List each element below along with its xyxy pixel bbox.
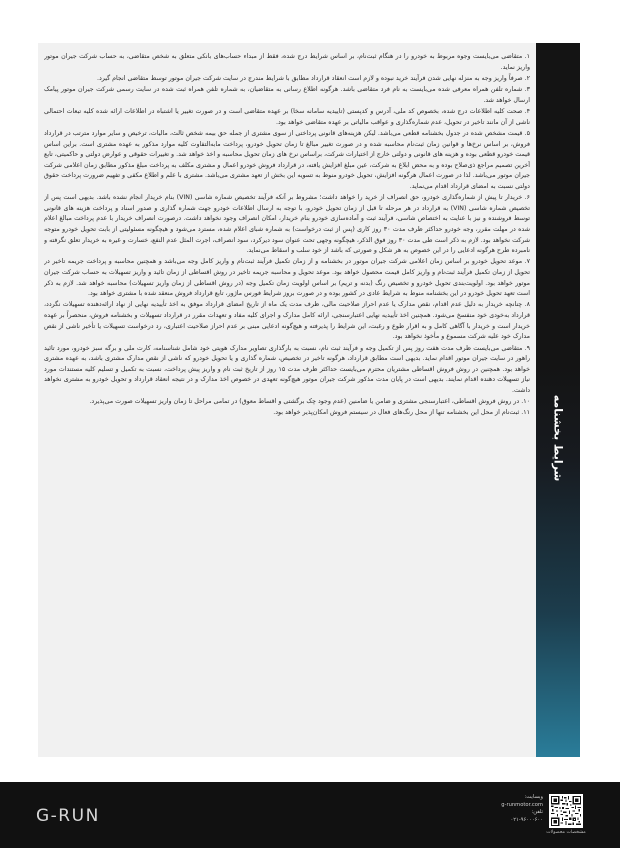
terms-paragraph: ۶. خریدار تا پیش از شماره‌گذاری خودرو، حق انصراف از خرید را خواهد داشت؛ مشروط بر آنکه فرآیند تخصیص شماره شاسی (VIN) بنام خریدار انجام نشده باشد. بدیهی است پس از تخصیص شماره شاسی (VIN) به قرارداد در هر مرحله تا قبل از زمان تحویل خودرو، با توجه به ارسال اطلاعات خودرو جهت شماره گذاری و صدور اسناد و پرداخت هزینه های قانونی توسط فروشنده و نیز با عنایت به اختصاص شاسی، فرآیند ثبت و آماده‌سازی خودرو بنام خریدار، امکان انصراف وجود نخواهد داشت. درصورت انصراف خریدار با عدم پرداخت مبالغ اعلام شده در مهلت مقرر، وجه خودرو حداکثر ظرف مدت ۳۰ روز کاری (پس از ثبت درخواست) به شماره شبای اعلام شده، مسترد می‌شود و هیچگونه مسئولیتی از بابت تحویل خودرو متوجه شرکت نخواهد بود. لازم به ذکر است طی مدت ۳۰ روز فوق الذکر، هیچگونه وجهی تحت عنوان سود دیرکرد، سود انصراف، اجرت المثل عدم النفع، خسارت و غیره به خریدار تعلق نگرفته و نامبرده طرح هرگونه ادعایی را در این خصوص به هر شکل و صورتی که باشد از خود سلب و اسقاط می‌نماید. — [44, 194, 530, 255]
qr-caption: مشخصات محصولات — [546, 830, 586, 835]
phone-number: ۰۲۱-۹۶۰۰۰۶۰۰ — [510, 816, 543, 823]
section-title: شرایط بخشنامه — [551, 394, 565, 482]
website-label: وبسایت: — [524, 794, 543, 800]
phone-label: تلفن: — [531, 809, 543, 816]
terms-paragraph: ۹. متقاضی می‌بایست ظرف مدت هفت روز پس از تکمیل وجه و فرآیند ثبت نام، نسبت به بارگذاری تصاویر مدارک هویتی خود شامل شناسنامه، کارت ملی و برگه سبز خودرو، مورد تائید راهور در سایت جیران موتور اقدام نماید. بدیهی است مطابق قرارداد، هرگونه تاخیر در تخصیص، شماره گذاری و یا تحویل خودرو که ناشی از نقص مدارک مشتری باشد، به عهده مشتری خواهد بود. همچنین در روش فروش اقساطی مشتریان محترم می‌بایست حداکثر ظرف مدت ۱۵ روز از تاریخ ثبت نام و واریز پیش پرداخت، نسبت به تکمیل و تسلیم کلیه مستندات مورد نیاز تسهیلات دهنده اقدام نمایند. بدیهی است در پایان مدت مذکور شرکت جیران موتور هیچ‌گونه تعهدی در خصوص اخذ مدارک و در نتیجه انعقاد قرارداد و تحویل خودرو به مشتری نخواهد داشت. — [44, 344, 530, 394]
terms-paragraph: ۸. چنانچه خریدار به دلیل عدم اقدام، نقص مدارک یا عدم احراز صلاحیت مالی، ظرف مدت یک ماه از تاریخ امضای قرارداد موفق به اخذ تأییدیه نهایی از نهاد ارائه‌دهنده تسهیلات نگردد، قرارداد به‌خودی خود منفسخ می‌شود. همچنین اخذ تأییدیه نهایی اعتبارسنجی، ارائه کامل مدارک و اجرای کلیه مفاد و تعهدات مقرر در قرارداد تسهیلات و بخشنامه فروش، منحصراً بر عهده خریدار است و خریدار با آگاهی کامل و به اقرار طوع و رغبت، این شرایط را پذیرفته و هیچ‌گونه ادعایی مبنی بر عدم احراز صلاحیت اعتباری، رد درخواست تسهیلات یا تأخیر ناشی از نقص مدارک خود علیه شرکت مسموع و مأخوذ نخواهد بود. — [44, 301, 530, 341]
qr-code[interactable] — [549, 794, 583, 828]
brand-logo: G-RUN — [36, 806, 100, 826]
terms-paragraph: ۵. قیمت مشخص شده در جدول بخشنامه قطعی می‌باشد. لیکن هزینه‌های قانونی پرداختی از سوی مشتری از جمله حق بیمه شخص ثالث، مالیات، ترخیص و سایر موارد مترتب در قرارداد فروش، بر اساس نرخ‌ها و قوانین زمان ثبت‌نام محاسبه شده و در صورت تغییر مبالغ تا زمان تحویل خودرو، پرداخت مابه‌التفاوت کلیه موارد مذکور به عهده مشتری است. براین اساس قیمت خودرو قطعی بوده و هزینه های قانونی و دولتی خارج از اختیارات شرکت، براساس نرخ های زمان تحویل محاسبه و اخذ خواهد شد. و تغییرات حقوقی و عوارض دولتی و حاکمیتی، تابع آخرین تصمیم مراجع ذی‌صلاح بوده و به محض ابلاغ به شرکت، عین مبلغ افزایش یافته، در قرارداد فروش خودرو اعمال و مشتری مکلف به پرداخت مبلغ مذکور مطابق زمان اعلامی شرکت جیران موتور می‌باشد. لذا در صورت اعمال هرگونه افزایش، تحویل خودرو منوط به تسویه این بخش از تعهد مشتری می‌باشد. مشتری با علم و اطلاع مکفی و تفهیم ضرورت پرداخت حقوق دولتی نسبت به امضای قرارداد اقدام می‌نماید. — [44, 129, 530, 190]
terms-paragraph: ۴. صحت کلیه اطلاعات درج شده، بخصوص کد ملی، آدرس و کدپستی (تاییدیه سامانه سخا) بر عهده متقاضی است و در صورت تغییر یا اشتباه در اطلاعات ارائه شده کلیه تبعات احتمالی ناشی از آن مانند تاخیر در تحویل، عدم شماره‌گذاری و عواقب مالیاتی بر عهده متقاضی خواهد بود. — [44, 108, 530, 126]
terms-content — [44, 52, 530, 752]
website-link[interactable]: g-runmotor.com — [501, 801, 543, 808]
terms-paragraph: ۳. شماره تلفن همراه معرفی شده می‌بایست به نام فرد متقاضی باشد. هرگونه اطلاع رسانی به متقاضیان، به شماره تلفن همراه ثبت شده در سایت رسمی شرکت جیران موتور پیامک ارسال خواهد شد. — [44, 86, 530, 104]
terms-paragraph: ۱. متقاضی می‌بایست وجوه مربوط به خودرو را در هنگام ثبت‌نام، بر اساس شرایط درج شده، فقط از مبداء حساب‌های بانکی متعلق به شخص متقاضی، به حساب شرکت جیران موتور واریز نماید. — [44, 53, 530, 71]
terms-paragraph: ۱۰. در روش فروش اقساطی، اعتبارسنجی مشتری و ضامن یا ضامنین (عدم وجود چک برگشتی و اقساط معوق) در تمامی مراحل تا زمان واریز تسهیلات صورت می‌پذیرد. — [89, 398, 530, 406]
terms-paragraph: ۱۱. ثبت‌نام از محل این بخشنامه تنها از محل رنگ‌های فعال در سیستم فروش امکان‌پذیر خواهد بود. — [273, 409, 530, 417]
terms-paragraph: ۲. صرفاً واریز وجه به منزله نهایی شدن فرآیند خرید نبوده و لازم است انعقاد قرارداد مطابق با شرایط مندرج در سایت شرکت جیران موتور توسط متقاضی انجام گیرد. — [96, 74, 530, 82]
section-side-bar — [536, 43, 580, 757]
terms-paragraph: ۷. موعد تحویل خودرو بر اساس زمان اعلامی شرکت جیران موتور در بخشنامه و از زمان تکمیل فرآیند ثبت‌نام و واریز کامل وجه می‌باشد و همچنین محاسبه و پرداخت جریمه تاخیر در تحویل از زمان تکمیل فرآیند ثبت‌نام و واریز کامل قیمت محصول خواهد بود. موعد تحویل و محاسبه جریمه تاخیر در روش اقساطی از زمان تائید و واریز تسهیلات به حساب شرکت جیران موتور خواهد بود. اولویت‌بندی تحویل خودرو و تخصیص رنگ (بدنه و تریم) بر اساس اولویت زمان تکمیل وجه (در روش اقساطی از زمان واریز تسهیلات) محاسبه خواهد شد. لازم به ذکر است تعهد تحویل خودرو در این بخشنامه منوط به شرایط عادی در کشور بوده و در صورت بروز شرایط فورس ماژور، تابع قرارداد فروش منعقد شده با مشتری خواهد بود. — [44, 258, 530, 298]
qr-code-icon — [551, 796, 581, 826]
contact-info — [475, 794, 543, 824]
page-footer — [0, 782, 620, 848]
